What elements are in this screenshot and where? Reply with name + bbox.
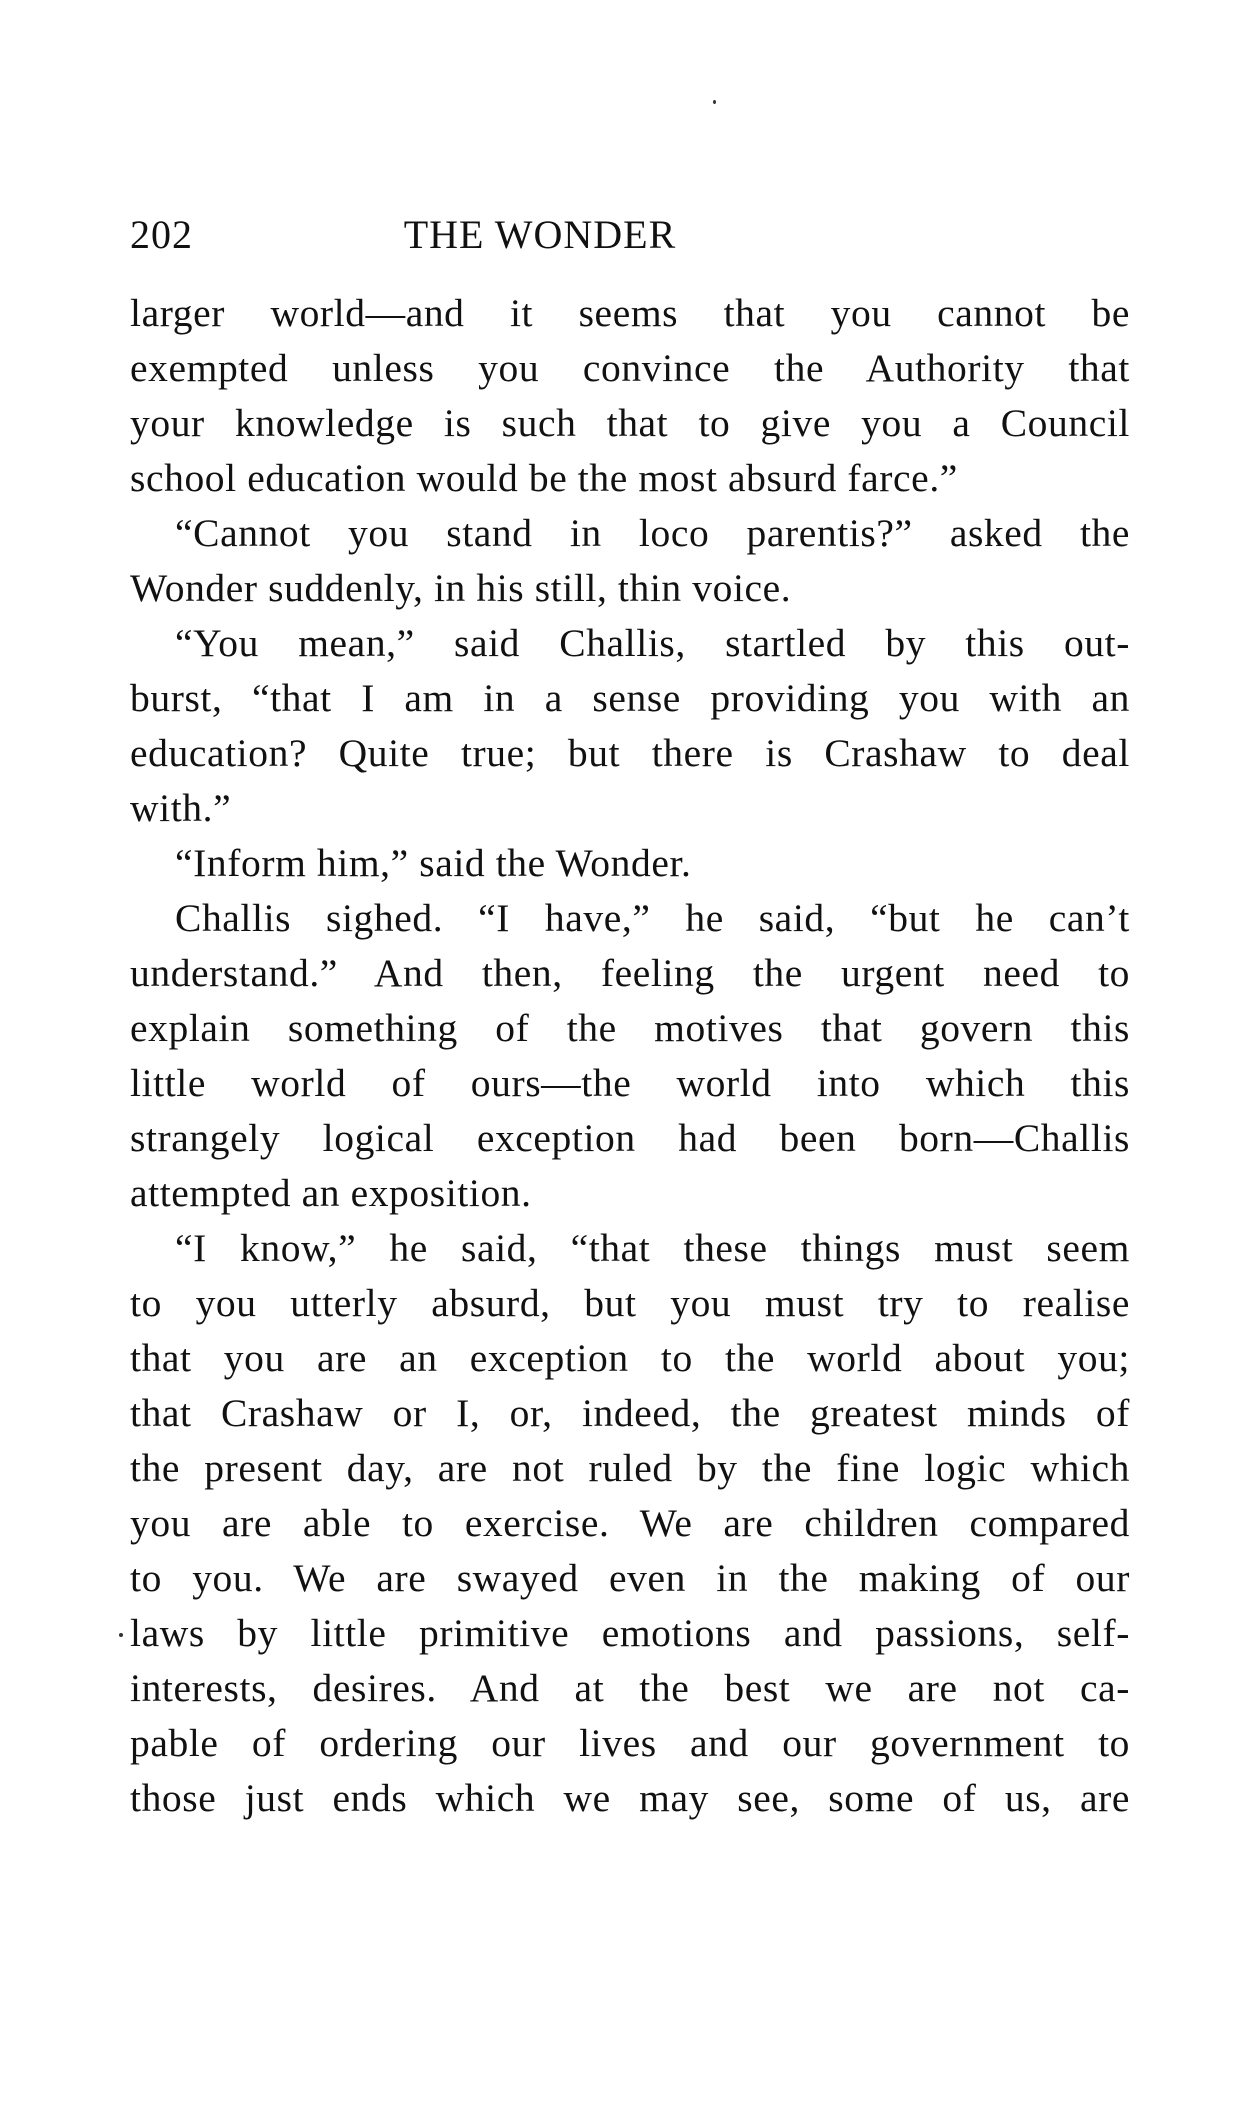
- text-line: Challis sighed. “I have,” he said, “but he can’t: [175, 896, 1130, 940]
- text-line: education? Quite true; but there is Crashaw to deal: [130, 731, 1130, 775]
- text-line: the present day, are not ruled by the fine logic which: [130, 1446, 1130, 1490]
- text-line: that Crashaw or I, or, indeed, the greatest minds of: [130, 1391, 1130, 1435]
- text-line: school education would be the most absurd farce.”: [130, 456, 958, 500]
- text-line: your knowledge is such that to give you a Council: [130, 401, 1130, 445]
- text-line: larger world—and it seems that you cannot be: [130, 291, 1130, 335]
- text-line: to you. We are swayed even in the making of our: [130, 1556, 1130, 1600]
- text-line: exempted unless you convince the Authority that: [130, 346, 1130, 390]
- scan-speck: [119, 1633, 123, 1637]
- text-line: “I know,” he said, “that these things must seem: [175, 1226, 1130, 1270]
- text-line: those just ends which we may see, some of us, are: [130, 1776, 1130, 1820]
- text-line: Wonder suddenly, in his still, thin voice.: [130, 566, 792, 610]
- text-line: interests, desires. And at the best we are not ca-: [130, 1666, 1130, 1710]
- text-line: little world of ours—the world into which this: [130, 1061, 1130, 1105]
- text-line: laws by little primitive emotions and passions, self-: [130, 1611, 1130, 1655]
- text-line: that you are an exception to the world about you;: [130, 1336, 1130, 1380]
- text-line: pable of ordering our lives and our government to: [130, 1721, 1130, 1765]
- running-title: THE WONDER: [403, 212, 677, 257]
- text-line: burst, “that I am in a sense providing you with an: [130, 676, 1130, 720]
- text-line: understand.” And then, feeling the urgent need to: [130, 951, 1130, 995]
- text-line: with.”: [130, 786, 232, 830]
- text-line: to you utterly absurd, but you must try to realise: [130, 1281, 1130, 1325]
- text-line: “You mean,” said Challis, startled by this out-: [175, 621, 1130, 665]
- scan-speck: [713, 100, 716, 104]
- text-line: “Cannot you stand in loco parentis?” asked the: [175, 511, 1130, 555]
- page-header: [130, 205, 1130, 265]
- body-text: [130, 286, 1130, 1826]
- page-number: 202: [130, 212, 193, 257]
- text-line: you are able to exercise. We are children compared: [130, 1501, 1130, 1545]
- text-line: strangely logical exception had been born—Challis: [130, 1116, 1130, 1160]
- text-line: attempted an exposition.: [130, 1171, 532, 1215]
- text-line: “Inform him,” said the Wonder.: [175, 841, 692, 885]
- text-line: explain something of the motives that govern this: [130, 1006, 1130, 1050]
